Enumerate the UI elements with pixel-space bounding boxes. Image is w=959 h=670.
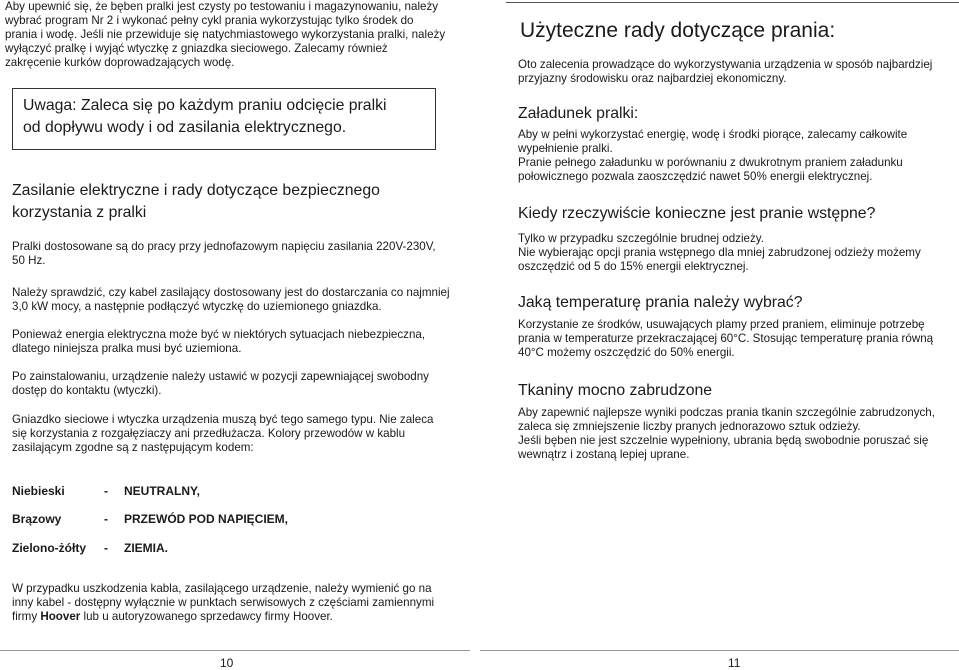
left-page [0, 0, 470, 670]
wire-color-label: Brązowy [12, 512, 62, 526]
body-line: 40°C możemy oszczędzić do 50% energii. [518, 346, 735, 359]
wire-color-label: Niebieski [12, 484, 65, 498]
section-heading: Załadunek pralki: [518, 105, 639, 122]
wire-function: PRZEWÓD POD NAPIĘCIEM, [124, 512, 289, 526]
wire-dash: - [104, 484, 108, 498]
body-line: Aby w pełni wykorzystać energię, wodę i środki piorące, zalecamy całkowite [518, 128, 908, 141]
intro-line: przyjazny środowisku oraz najbardziej ekonomiczny. [518, 72, 787, 85]
note-text: lub u autoryzowanego sprzedawcy firmy Hoover. [80, 610, 333, 623]
body-line: Pranie pełnego załadunku w porównaniu z dwukrotnym praniem załadunku [518, 156, 903, 169]
body-line: Tylko w przypadku szczególnie brudnej odzieży. [518, 232, 764, 245]
paragraph-cable [12, 286, 450, 314]
cable-replacement-note [12, 582, 434, 624]
body-line: oszczędzić od 5 do 15% energii elektrycznej. [518, 260, 749, 273]
paragraph-line: Należy sprawdzić, czy kabel zasilający dostosowany jest do dostarczania co najmniej [12, 286, 450, 299]
section-body [518, 232, 921, 274]
wire-dash: - [104, 541, 108, 555]
right-intro [518, 58, 932, 86]
paragraph-line: Ponieważ energia elektryczna może być w niektórych sytuacjach niebezpieczna, [12, 328, 426, 341]
note-line: inny kabel - dostępny wyłącznie w punktach serwisowych z częściami zamiennymi [12, 596, 435, 609]
note-line [12, 610, 434, 624]
section-heading: Tkaniny mocno zabrudzone [518, 382, 713, 399]
note-text: firmy [12, 610, 41, 623]
body-line: Aby zapewnić najlepsze wyniki podczas prania tkanin szczególnie zabrudzonych, [518, 406, 935, 419]
title-rule [506, 2, 959, 3]
body-line: Jeśli bęben nie jest szczelnie wypełniony, ubrania będą swobodnie poruszać się [518, 434, 929, 447]
paragraph-line: się korzystania z rozgałęziaczy ani przedłużacza. Kolory przewodów w kablu [12, 427, 406, 440]
wiring-row-blue [12, 484, 312, 500]
page-title: Użyteczne rady dotyczące prania: [520, 19, 836, 42]
intro-line: prania i wodę. Jeśli nie przewiduje się natychmiastowego wykorzystania pralki, należy [5, 28, 446, 41]
section-body [518, 128, 907, 184]
paragraph-line: 3,0 kW mocy, a następnie podłączyć wtyczkę do uziemionego gniazdka. [12, 300, 382, 313]
paragraph-socket [12, 413, 433, 455]
body-line: połowicznego pozwala zaoszczędzić nawet 50% energii elektrycznej. [518, 170, 873, 183]
note-line: W przypadku uszkodzenia kabla, zasilającego urządzenie, należy wymienić go na [12, 582, 432, 595]
paragraph-line: 50 Hz. [12, 254, 46, 267]
intro-paragraph [5, 0, 467, 70]
body-line: wewnątrz i zostaną lepiej uprane. [518, 448, 690, 461]
body-line: Korzystanie ze środków, usuwających plamy przed praniem, eliminuje potrzebę [518, 318, 925, 331]
body-line: prania w temperaturze przekraczającej 60°C. Stosując temperaturę prania równą [518, 332, 934, 345]
paragraph-grounding [12, 328, 425, 356]
intro-line: wybrać program Nr 2 i wykonać pełny cykl prania wykorzystując tylko środek do [5, 14, 414, 27]
intro-line: Aby upewnić się, że bęben pralki jest czysty po testowaniu i magazynowaniu, należy [5, 0, 439, 13]
section-title [12, 180, 462, 224]
body-line: zaleca się zmniejszenie liczby pranych jednorazowo sztuk odzieży. [518, 420, 861, 433]
footer-rule [480, 650, 959, 651]
wiring-row-brown [12, 512, 312, 528]
section-title-line: Zasilanie elektryczne i rady dotyczące bezpiecznego [12, 182, 380, 199]
right-page [480, 0, 959, 670]
wire-function: ZIEMIA. [124, 541, 168, 555]
wire-color-label: Zielono-żółty [12, 541, 86, 555]
body-line: wypełnienie pralki. [518, 142, 613, 155]
paragraph-line: Po zainstalowaniu, urządzenie należy ustawić w pozycji zapewniającej swobodny [12, 370, 429, 383]
wire-dash: - [104, 512, 108, 526]
paragraph-line: dostęp do kontaktu (wtyczki). [12, 384, 162, 397]
page-number: 10 [220, 656, 234, 670]
intro-line: zakręcenie kurków doprowadzających wodę. [5, 56, 235, 69]
warning-box [12, 88, 436, 150]
wiring-row-green-yellow [12, 541, 312, 557]
section-title-line: korzystania z pralki [12, 204, 147, 221]
warning-line: Uwaga: Zaleca się po każdym praniu odcięcie pralki [23, 97, 387, 114]
section-heading: Jaką temperaturę prania należy wybrać? [518, 294, 803, 311]
page-number: 11 [728, 656, 741, 670]
paragraph-voltage [12, 240, 436, 268]
section-heading: Kiedy rzeczywiście konieczne jest pranie wstępne? [518, 205, 876, 222]
wire-function: NEUTRALNY, [124, 484, 201, 498]
body-line: Nie wybierając opcji prania wstępnego dla mniej zabrudzonej odzieży możemy [518, 246, 921, 259]
warning-line: od dopływu wody i od zasilania elektrycznego. [23, 119, 347, 136]
footer-rule [0, 650, 470, 651]
intro-line: Oto zalecenia prowadzące do wykorzystywania urządzenia w sposób najbardziej [518, 58, 933, 71]
brand-name: Hoover [40, 610, 81, 623]
paragraph-line: Gniazdko sieciowe i wtyczka urządzenia muszą być tego samego typu. Nie zaleca [12, 413, 434, 426]
paragraph-placement [12, 370, 429, 398]
section-body [518, 406, 935, 462]
intro-line: wyłączyć pralkę i wyjąć wtyczkę z gniazdka sieciowego. Zalecamy również [5, 42, 388, 55]
section-body [518, 318, 933, 360]
paragraph-line: Pralki dostosowane są do pracy przy jednofazowym napięciu zasilania 220V-230V, [12, 240, 436, 253]
paragraph-line: zasilającym zgodne są z następującym kodem: [12, 441, 254, 454]
paragraph-line: dlatego niniejsza pralka musi być uziemiona. [12, 342, 242, 355]
